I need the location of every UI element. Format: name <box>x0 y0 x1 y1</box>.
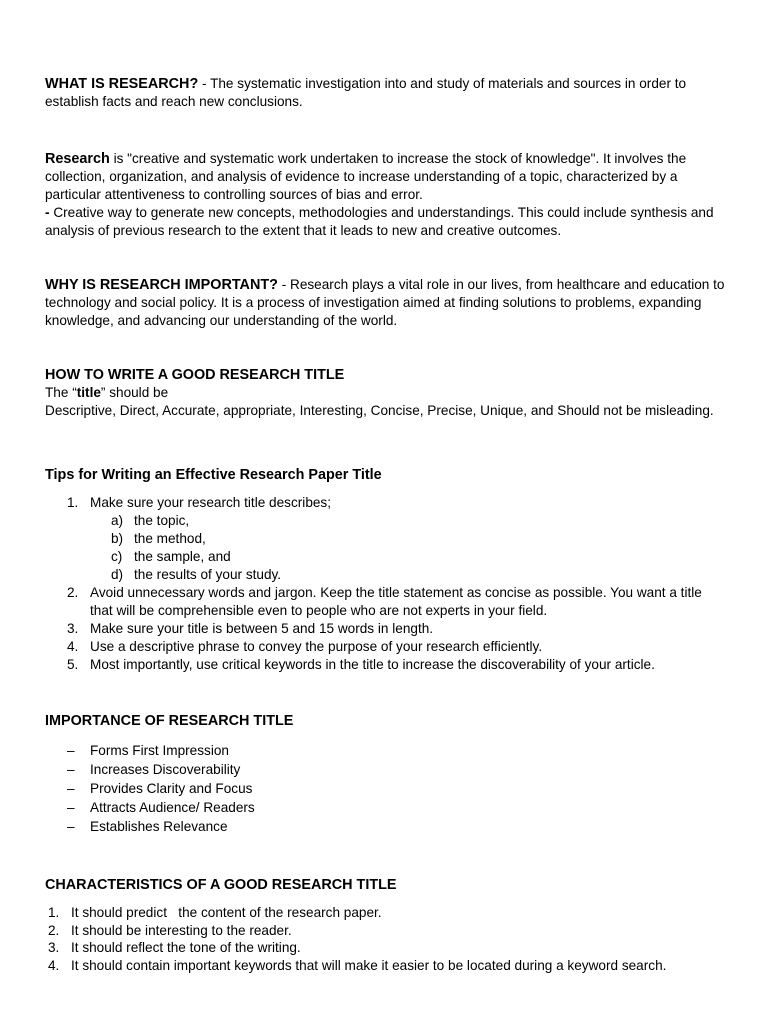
what-is-research-paragraph <box>45 75 725 111</box>
what-is-research-text: - The systematic investigation into and study of materials and sources in order to establish facts and reach new conclusions. <box>45 76 687 109</box>
dash-marker: - <box>45 205 54 220</box>
list-item: – Provides Clarity and Focus <box>67 781 253 796</box>
list-item: b) the method, <box>111 531 206 546</box>
importance-heading: IMPORTANCE OF RESEARCH TITLE <box>45 713 294 729</box>
list-item: 4. Use a descriptive phrase to convey the purpose of your research efficiently. <box>67 639 543 654</box>
list-item: 5. Most importantly, use critical keywords in the title to increase the discoverability of your article. <box>67 657 655 672</box>
list-item: 2. Avoid unnecessary words and jargon. Keep the title statement as concise as possible. You want a title that will be comprehensible even to people who are not experts in your field. <box>67 585 702 618</box>
list-item: c) the sample, and <box>111 549 231 564</box>
list-item: d) the results of your study. <box>111 567 282 582</box>
list-item: a) the topic, <box>111 513 190 528</box>
list-item: – Forms First Impression <box>67 743 229 758</box>
research-definition-text: is "creative and systematic work undertaken to increase the stock of knowledge". It involves the collection, organization, and analysis of evidence to increase understanding of a topic, characterized by a particular attentiveness to controlling sources of bias and error. <box>45 151 687 202</box>
what-is-research-heading: WHAT IS RESEARCH? <box>45 76 199 92</box>
list-item: 1. Make sure your research title describes; a) the topic, b) the method, c) the sample, and d) the results of your study. <box>45 494 725 584</box>
how-to-title-heading: HOW TO WRITE A GOOD RESEARCH TITLE <box>45 367 345 383</box>
tips-sublist <box>45 512 725 584</box>
list-item: 4. It should contain important keywords that will make it easier to be located during a keyword search. <box>48 957 667 973</box>
why-research-paragraph <box>45 276 725 330</box>
research-creative-text: Creative way to generate new concepts, methodologies and understandings. This could include synthesis and analysis of previous research to the extent that it leads to new and creative outcomes. <box>45 205 714 238</box>
characteristics-list <box>45 904 725 974</box>
title-line-pre: The “ <box>45 385 77 400</box>
importance-list <box>45 741 725 836</box>
title-word: title <box>76 385 101 400</box>
list-item: 2. It should be interesting to the reader. <box>48 922 292 938</box>
why-research-text: - Research plays a vital role in our lives, from healthcare and education to technology and social policy. It is a process of investigation aimed at finding solutions to problems, expanding knowledge, and advancing our understanding of the world. <box>45 277 725 328</box>
list-item: – Establishes Relevance <box>67 819 228 834</box>
list-item: – Increases Discoverability <box>67 762 241 777</box>
list-item: 3. Make sure your title is between 5 and 15 words in length. <box>67 621 434 636</box>
research-term: Research <box>45 151 110 167</box>
list-item: 3. It should reflect the tone of the writing. <box>48 940 301 955</box>
how-to-title-text <box>45 384 725 420</box>
characteristics-heading: CHARACTERISTICS OF A GOOD RESEARCH TITLE <box>45 877 397 893</box>
research-definition-paragraph <box>45 150 725 240</box>
title-qualities: Descriptive, Direct, Accurate, appropriate, Interesting, Concise, Precise, Unique, and Should not be misleading. <box>45 403 714 418</box>
list-item: – Attracts Audience/ Readers <box>67 800 255 815</box>
title-line-post: ” should be <box>100 385 169 400</box>
tips-list <box>45 494 725 674</box>
tips-heading: Tips for Writing an Effective Research Paper Title <box>45 467 382 483</box>
list-item: 1. It should predict the content of the research paper. <box>48 905 382 920</box>
why-research-heading: WHY IS RESEARCH IMPORTANT? <box>45 277 278 293</box>
